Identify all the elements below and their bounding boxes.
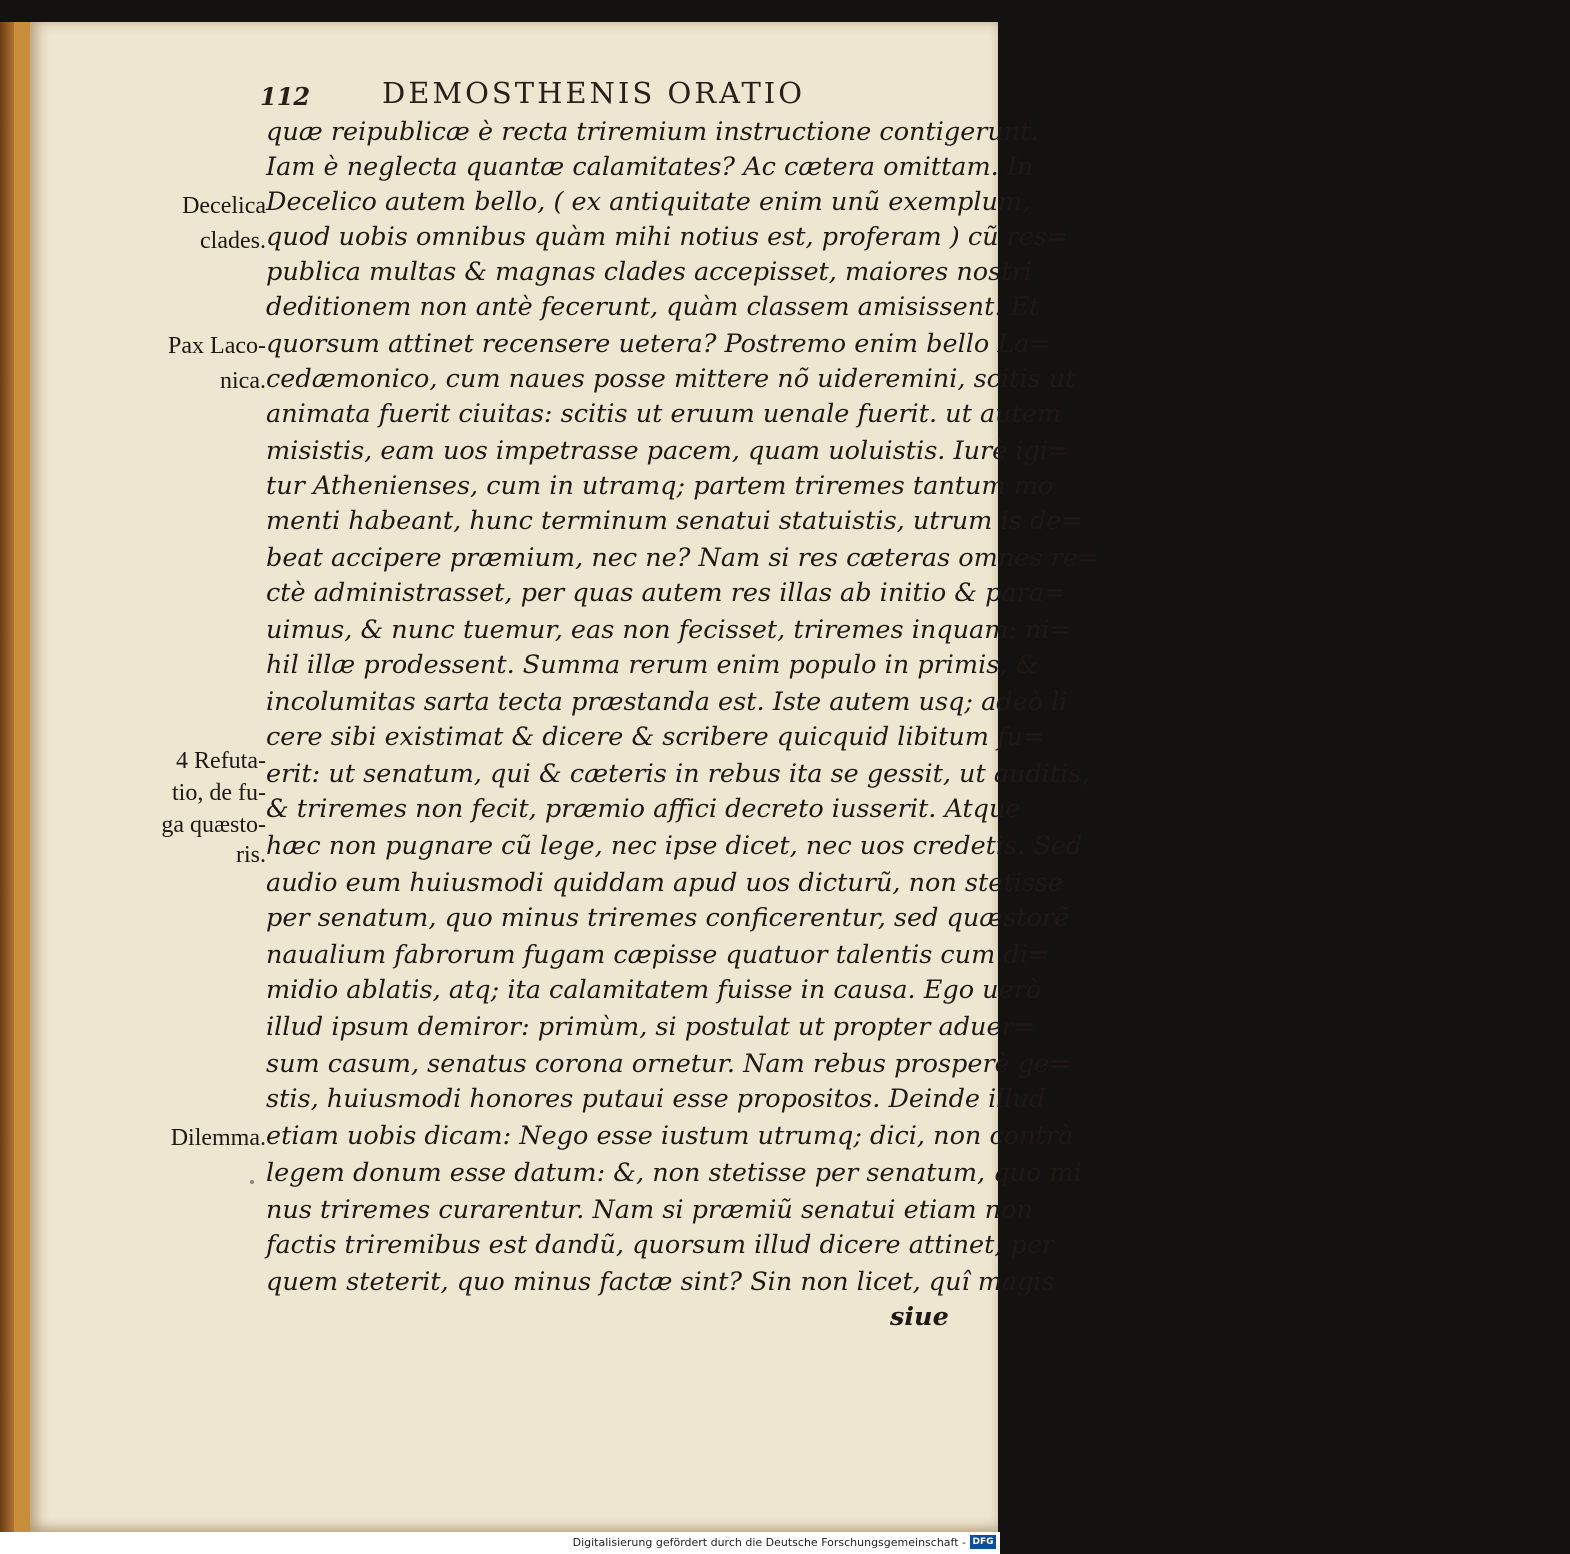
text-line: & triremes non fecit, præmio affici decreto iusserit. Atque (266, 794, 1021, 824)
margin-note: 4 Refuta- (176, 748, 266, 774)
text-line: ctè administrasset, per quas autem res illas ab initio & para= (266, 578, 1066, 608)
margin-note: nica. (220, 368, 266, 394)
text-line: beat accipere præmium, nec ne? Nam si res cæteras omnes re= (266, 543, 1100, 573)
text-line: quod uobis omnibus quàm mihi notius est, proferam ) cũ res= (266, 222, 1069, 252)
text-line: misistis, eam uos impetrasse pacem, quam uoluistis. Iurè igi= (266, 436, 1070, 466)
text-line: quæ reipublicæ è recta triremium instructione contigerunt. (266, 117, 1039, 147)
text-line: midio ablatis, atq; ita calamitatem fuisse in causa. Ego uerò (266, 975, 1042, 1005)
text-line: tur Athenienses, cum in utramq; partem triremes tantum mo (266, 471, 1054, 501)
text-line: menti habeant, hunc terminum senatui statuistis, utrum is de= (266, 506, 1083, 536)
page-header (260, 76, 820, 116)
text-line: naualium fabrorum fugam cæpisse quatuor talentis cum di= (266, 940, 1050, 970)
text-line: cedæmonico, cum naues posse mittere nõ uideremini, scitis ut (266, 364, 1076, 394)
text-line: incolumitas sarta tecta præstanda est. Iste autem usq; adeò li (266, 687, 1068, 717)
dfg-logo: DFG (970, 1535, 996, 1549)
ink-speck (250, 1180, 254, 1184)
text-line: stis, huiusmodi honores putaui esse propositos. Deinde illud (266, 1084, 1046, 1114)
text-line: per senatum, quo minus triremes conficerentur, sed quæstorẽ (266, 903, 1070, 933)
margin-note: ris. (236, 842, 266, 868)
text-line: etiam uobis dicam: Nego esse iustum utrumq; dici, non contrà (266, 1121, 1074, 1151)
page-number: 112 (260, 82, 311, 111)
margin-note: clades. (200, 228, 266, 254)
catchword: siue (890, 1302, 949, 1332)
text-line: hil illæ prodessent. Summa rerum enim populo in primis, & (266, 650, 1039, 680)
text-line: audio eum huiusmodi quiddam apud uos dicturũ, non stetisse (266, 868, 1064, 898)
text-line: erit: ut senatum, qui & cæteris in rebus ita se gessit, ut auditis, (266, 759, 1090, 789)
book-spine (0, 22, 14, 1532)
text-line: Iam è neglecta quantæ calamitates? Ac cætera omittam. In (266, 152, 1034, 182)
margin-note: Decelica (182, 193, 266, 219)
text-line: publica multas & magnas clades accepisset, maiores nostri (266, 257, 1032, 287)
text-line: quem steterit, quo minus factæ sint? Sin non licet, quî magis (266, 1267, 1055, 1297)
text-line: nus triremes curarentur. Nam si præmiũ senatui etiam non (266, 1195, 1033, 1225)
text-line: deditionem non antè fecerunt, quàm classem amisissent. Et (266, 292, 1040, 322)
text-line: Decelico autem bello, ( ex antiquitate enim unũ exemplum, (266, 187, 1031, 217)
running-title: DEMOSTHENIS ORATIO (382, 76, 806, 110)
footer-credit: Digitalisierung gefördert durch die Deutsche Forschungsgemeinschaft - (572, 1536, 966, 1549)
digitization-footer (0, 1532, 1000, 1554)
text-line: illud ipsum demiror: primùm, si postulat ut propter aduer= (266, 1012, 1036, 1042)
text-line: animata fuerit ciuitas: scitis ut eruum uenale fuerit. ut autem (266, 399, 1062, 429)
margin-note: ga quæsto- (161, 812, 266, 838)
text-line: legem donum esse datum: &, non stetisse per senatum, quo mi (266, 1158, 1082, 1188)
text-line: sum casum, senatus corona ornetur. Nam rebus prosperè ge= (266, 1049, 1071, 1079)
text-line: quorsum attinet recensere uetera? Postremo enim bello La= (266, 329, 1051, 359)
margin-note: Pax Laco- (168, 333, 266, 359)
text-line: uimus, & nunc tuemur, eas non fecisset, triremes inquam: ni= (266, 615, 1072, 645)
text-line: factis triremibus est dandũ, quorsum illud dicere attinet, per (266, 1230, 1055, 1260)
text-line: cere sibi existimat & dicere & scribere quicquid libitum fu= (266, 722, 1045, 752)
margin-note: Dilemma. (170, 1125, 266, 1151)
text-line: hæc non pugnare cũ lege, nec ipse dicet, nec uos credetis. Sed (266, 831, 1083, 861)
margin-note: tio, de fu- (172, 780, 266, 806)
